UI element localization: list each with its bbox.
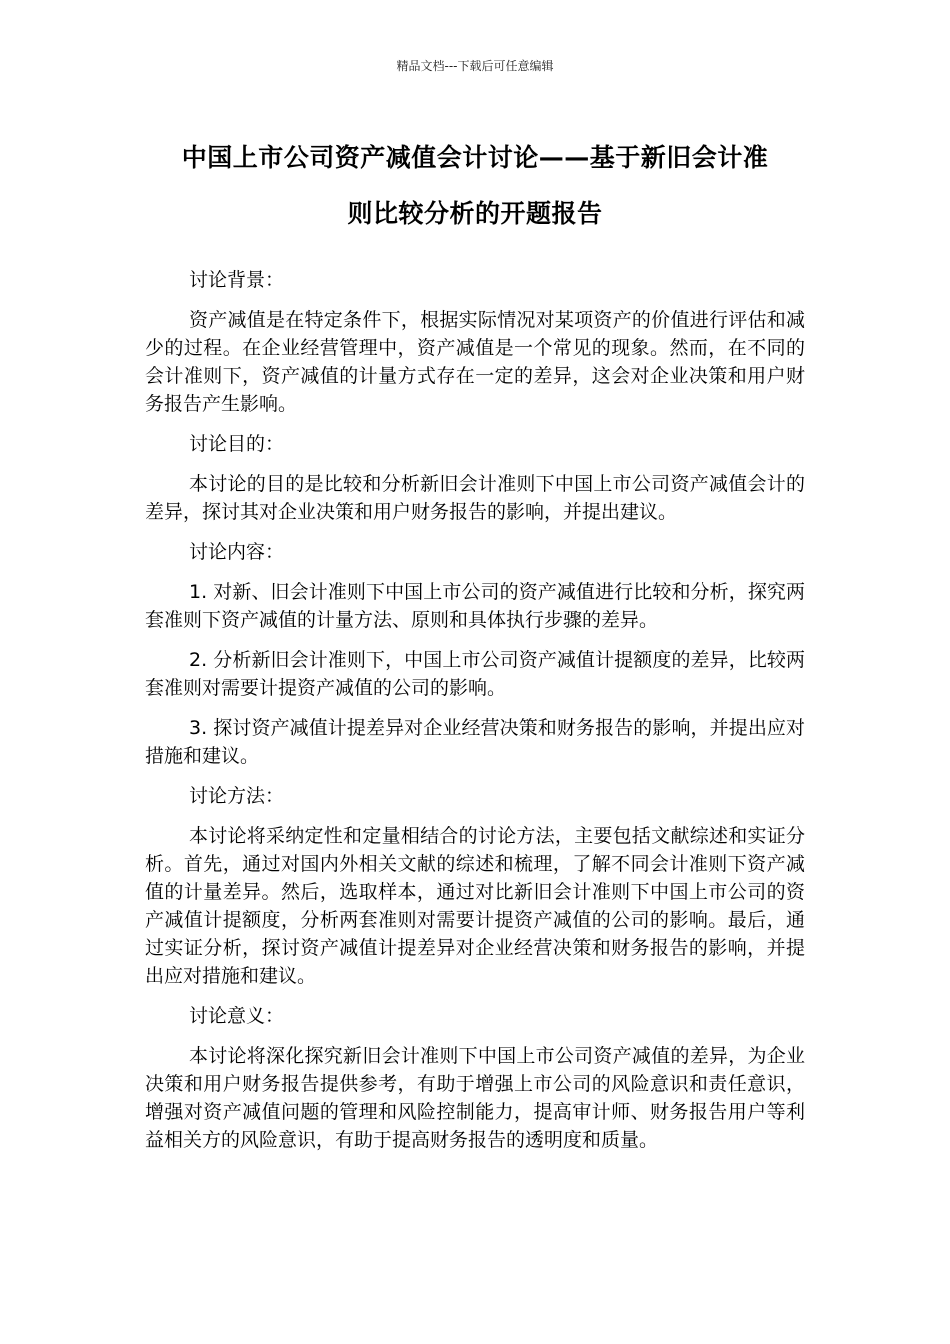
document-title-line-2: 则比较分析的开题报告 [347,199,603,228]
paragraph-purpose: 本讨论的目的是比较和分析新旧会计准则下中国上市公司资产减值会计的差异，探讨其对企业决策和用户财务报告的影响，并提出建议。 [145,473,805,523]
document-title [120,130,830,242]
paragraph-content-item-1: 1. 对新、旧会计准则下中国上市公司的资产减值进行比较和分析，探究两套准则下资产减值的计量方法、原则和具体执行步骤的差异。 [145,581,805,631]
section-heading-method: 讨论方法： [189,785,285,807]
document-title-line-1: 中国上市公司资产减值会计讨论——基于新旧会计准 [181,143,769,172]
paragraph-content-item-3: 3. 探讨资产减值计提差异对企业经营决策和财务报告的影响，并提出应对措施和建议。 [145,717,805,767]
paragraph-method: 本讨论将采纳定性和定量相结合的讨论方法，主要包括文献综述和实证分析。首先，通过对国内外相关文献的综述和梳理，了解不同会计准则下资产减值的计量差异。然后，选取样本，通过对比新旧会计准则下中国上市公司的资产减值计提额度，分析两套准则对需要计提资产减值的公司的影响。最后，通过实证分析，探讨资产减值计提差异对企业经营决策和财务报告的影响，并提出应对措施和建议。 [145,825,805,987]
page-header: 精品文档---下载后可任意编辑 [396,59,554,73]
section-heading-purpose: 讨论目的： [189,433,285,455]
paragraph-background: 资产减值是在特定条件下，根据实际情况对某项资产的价值进行评估和减少的过程。在企业经营管理中，资产减值是一个常见的现象。然而，在不同的会计准则下，资产减值的计量方式存在一定的差异，这会对企业决策和用户财务报告产生影响。 [145,309,805,415]
paragraph-content-item-2: 2. 分析新旧会计准则下，中国上市公司资产减值计提额度的差异，比较两套准则对需要计提资产减值的公司的影响。 [145,649,805,699]
section-heading-background: 讨论背景： [189,269,285,291]
document-body [145,266,805,1166]
section-heading-significance: 讨论意义： [189,1005,285,1027]
section-heading-content: 讨论内容： [189,541,285,563]
paragraph-significance: 本讨论将深化探究新旧会计准则下中国上市公司资产减值的差异，为企业决策和用户财务报告提供参考，有助于增强上市公司的风险意识和责任意识，增强对资产减值问题的管理和风险控制能力，提高审计师、财务报告用户等利益相关方的风险意识，有助于提高财务报告的透明度和质量。 [145,1045,805,1151]
